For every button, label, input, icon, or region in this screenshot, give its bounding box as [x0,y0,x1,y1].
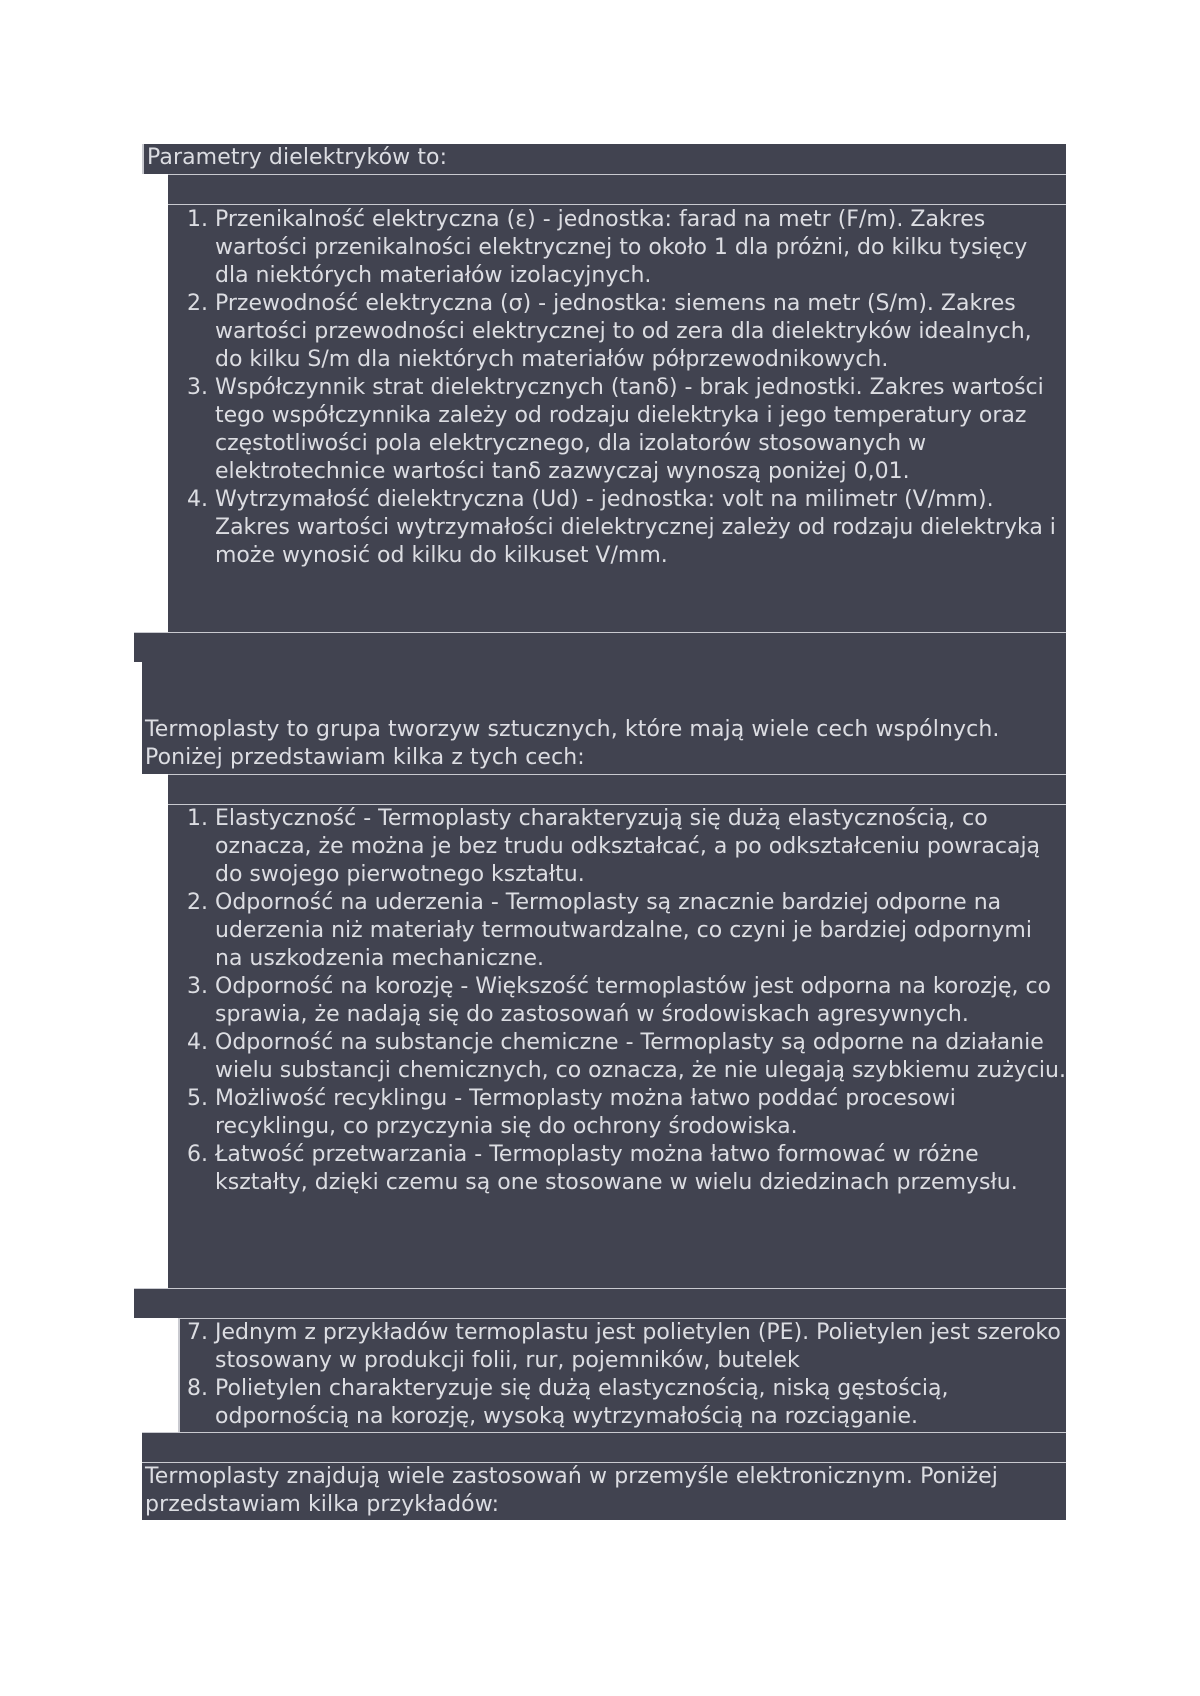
section3-separator [142,1432,1066,1462]
list-item: 5. Możliwość recyklingu - Termoplasty można łatwo poddać procesowi recyklingu, co przyczynia się do ochrony środowiska. [187,1086,956,1139]
section2-list [168,805,1066,1197]
list-item: 1. Przenikalność elektryczna (ε) - jednostka: farad na metr (F/m). Zakres wartości przenikalności elektrycznej to około 1 dla próżni, do kilku tysięcy dla niektórych materiałów izolacyjnych. [187,207,1028,288]
list-item: 6. Łatwość przetwarzania - Termoplasty można łatwo formować w różne kształty, dzięki czemu są one stosowane w wielu dziedzinach przemysłu. [187,1142,1018,1195]
list-item: 2. Przewodność elektryczna (σ) - jednostka: siemens na metr (S/m). Zakres wartości przewodności elektrycznej to od zera dla dielektryków idealnych, do kilku S/m dla niektórych materiałów półprzewodnikowych. [187,291,1032,372]
list-item: 8. Polietylen charakteryzuje się dużą elastycznością, niską gęstością, odpornością na korozję, wysoką wytrzymałością na rozciąganie. [187,1376,949,1429]
list-item: 1. Elastyczność - Termoplasty charakteryzują się dużą elastycznością, co oznacza, że można je bez trudu odkształcać, a po odkształceniu powracają do swojego pierwotnego kształtu. [187,806,1041,887]
section3-intro-block [142,1462,1066,1520]
section2-separator [168,774,1066,804]
section2-intro-block [142,716,1066,774]
section1-intro-block [142,144,1066,174]
section2-gap [134,1288,1066,1318]
section1-separator [168,174,1066,204]
section2-list-block [168,804,1066,1288]
list-item: 4. Wytrzymałość dielektryczna (Ud) - jednostka: volt na milimetr (V/mm). Zakres wartości wytrzymałości dielektrycznej zależy od rodzaju dielektryka i może wynosić od kilku do kilkuset V/mm. [187,487,1056,568]
gap-notch [134,662,142,718]
section1-intro: Parametry dielektryków to: [147,145,448,170]
list-item: 2. Odporność na uderzenia - Termoplasty są znacznie bardziej odporne na uderzenia niż materiały termoutwardzalne, co czyni je bardziej odpornymi na uszkodzenia mechaniczne. [187,890,1032,971]
section2-extra-list [168,1319,1066,1431]
section-gap [134,632,1066,718]
section3-intro: Termoplasty znajdują wiele zastosowań w przemyśle elektronicznym. Poniżej przedstawiam kilka przykładów: [145,1464,998,1517]
section2-extra-block [178,1318,1066,1432]
list-item: 3. Odporność na korozję - Większość termoplastów jest odporna na korozję, co sprawia, że nadają się do zastosowań w środowiskach agresywnych. [187,974,1052,1027]
section2-intro: Termoplasty to grupa tworzyw sztucznych, które mają wiele cech wspólnych. Poniżej przedstawiam kilka z tych cech: [145,717,1000,770]
list-item: 3. Współczynnik strat dielektrycznych (tanδ) - brak jednostki. Zakres wartości tego współczynnika zależy od rodzaju dielektryka i jego temperatury oraz częstotliwości pola elektrycznego, dla izolatorów stosowanych w elektrotechnice wartości tanδ zazwyczaj wynoszą poniżej 0,01. [187,375,1044,484]
section1-list [168,206,1066,570]
list-item: 4. Odporność na substancje chemiczne - Termoplasty są odporne na działanie wielu substancji chemicznych, co oznacza, że nie ulegają szybkiemu zużyciu. [187,1030,1066,1083]
section1-list-block [168,204,1066,632]
list-item: 7. Jednym z przykładów termoplastu jest polietylen (PE). Polietylen jest szeroko stosowany w produkcji folii, rur, pojemników, butelek [187,1320,1061,1373]
